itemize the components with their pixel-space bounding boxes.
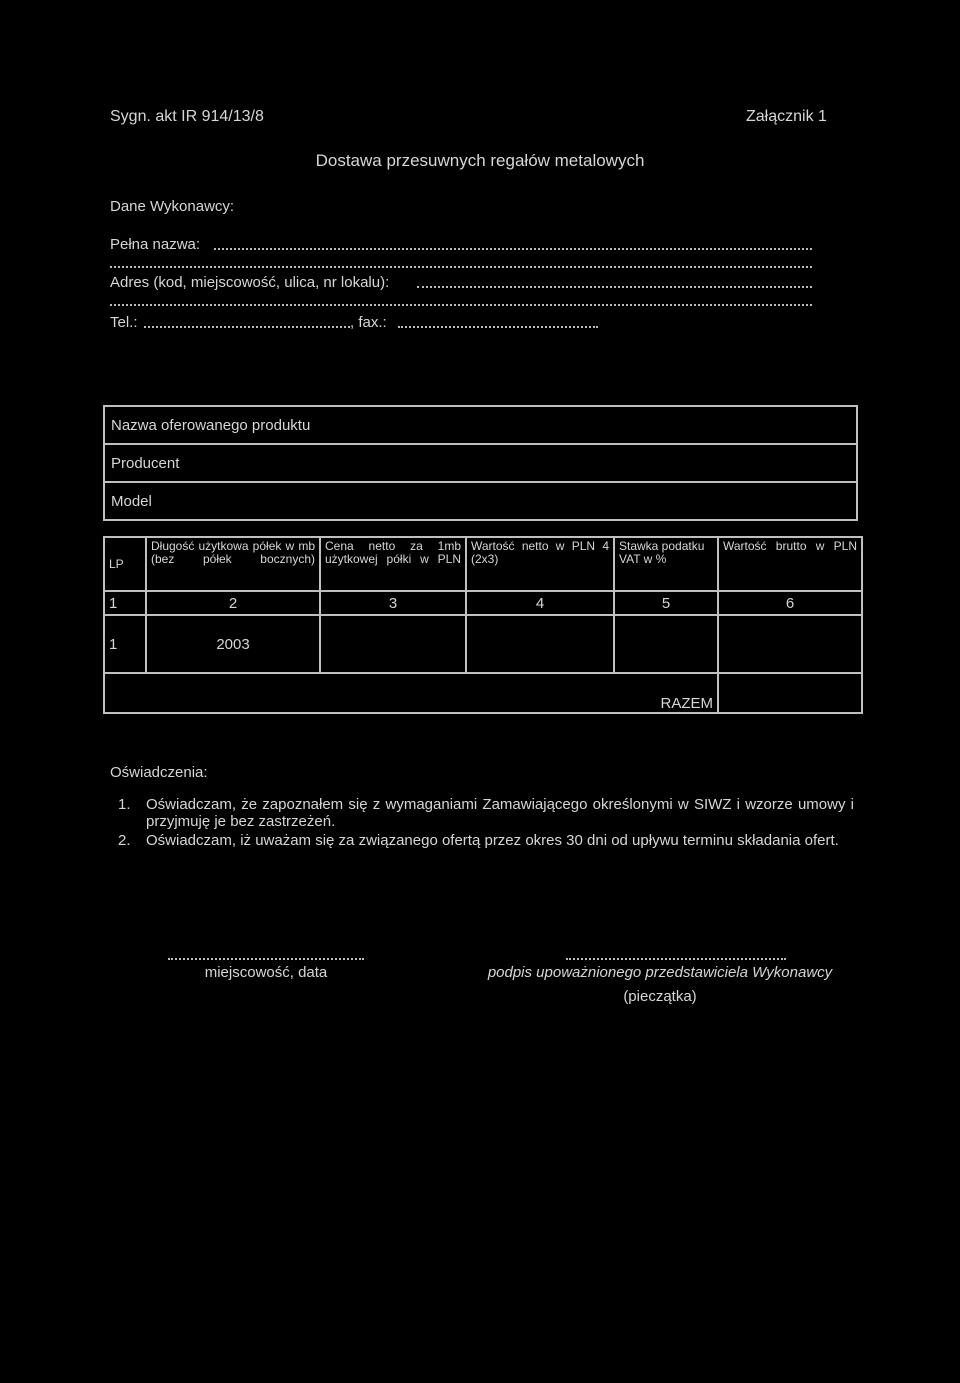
model-row [104, 482, 857, 520]
header-gross-value: Wartość brutto w PLN [718, 537, 862, 591]
attachment-label: Załącznik 1 [746, 108, 827, 125]
address-field-continued[interactable] [110, 304, 812, 306]
document-title: Dostawa przesuwnych regałów metalowych [315, 151, 645, 170]
table-row [104, 615, 862, 673]
declaration-1-text: Oświadczam, że zapoznałem się z wymaganiami Zamawiającego określonymi w SIWZ i wzorze umowy i przyjmuję je bez zastrzeżeń. [146, 796, 854, 830]
column-number-1: 1 [104, 591, 146, 615]
place-date-caption: miejscowość, data [204, 964, 328, 981]
producer-row [104, 444, 857, 482]
total-label: RAZEM [104, 673, 718, 713]
header-unit-price: Cena netto za 1mb użytkowej półki w PLN [320, 537, 466, 591]
address-field[interactable] [417, 286, 812, 288]
price-table [103, 536, 863, 714]
stamp-caption: (pieczątka) [623, 988, 697, 1005]
product-table [103, 405, 858, 521]
full-name-field-continued[interactable] [110, 266, 812, 268]
tel-label: Tel.: [110, 314, 138, 331]
fax-label: , fax.: [350, 314, 387, 331]
price-table-header [104, 537, 862, 591]
contractor-section-label: Dane Wykonawcy: [110, 198, 235, 215]
model-label: Model [111, 492, 152, 510]
column-number-2: 2 [146, 591, 320, 615]
column-number-row [104, 591, 862, 615]
column-number-5: 5 [614, 591, 718, 615]
header-net-value: Wartość netto w PLN 4 (2x3) [466, 537, 614, 591]
producer-label: Producent [111, 454, 180, 472]
total-value-cell[interactable] [718, 673, 862, 713]
declaration-1-number: 1. [118, 796, 131, 813]
declarations-heading: Oświadczenia: [110, 764, 208, 781]
place-date-line[interactable] [168, 958, 364, 960]
producer-cell[interactable] [104, 444, 857, 482]
header-length: Długość użytkowa półek w mb (bez półek bocznych) [146, 537, 320, 591]
declaration-2-text: Oświadczam, iż uważam się za związanego ofertą przez okres 30 dni od upływu terminu składania ofert. [146, 832, 839, 849]
case-reference: Sygn. akt IR 914/13/8 [110, 108, 264, 125]
address-label: Adres (kod, miejscowość, ulica, nr lokalu): [110, 274, 390, 291]
full-name-field[interactable] [214, 248, 812, 250]
declaration-2-number: 2. [118, 832, 131, 849]
signature-line[interactable] [566, 958, 786, 960]
column-number-3: 3 [320, 591, 466, 615]
row-gross-value-cell[interactable] [718, 615, 862, 673]
row-vat-cell[interactable] [614, 615, 718, 673]
row-unit-price-cell[interactable] [320, 615, 466, 673]
product-name-row [104, 406, 857, 444]
tel-field[interactable] [144, 326, 350, 328]
fax-field[interactable] [398, 326, 598, 328]
total-row [104, 673, 862, 713]
header-vat-rate: Stawka podatku VAT w % [614, 537, 718, 591]
signature-caption: podpis upoważnionego przedstawiciela Wykonawcy [487, 964, 833, 981]
column-number-4: 4 [466, 591, 614, 615]
full-name-label: Pełna nazwa: [110, 236, 201, 253]
product-name-cell[interactable] [104, 406, 857, 444]
row-length: 2003 [146, 615, 320, 673]
model-cell[interactable] [104, 482, 857, 520]
row-net-value-cell[interactable] [466, 615, 614, 673]
header-lp: LP [104, 537, 146, 591]
product-name-label: Nazwa oferowanego produktu [111, 416, 311, 434]
row-lp: 1 [104, 615, 146, 673]
column-number-6: 6 [718, 591, 862, 615]
